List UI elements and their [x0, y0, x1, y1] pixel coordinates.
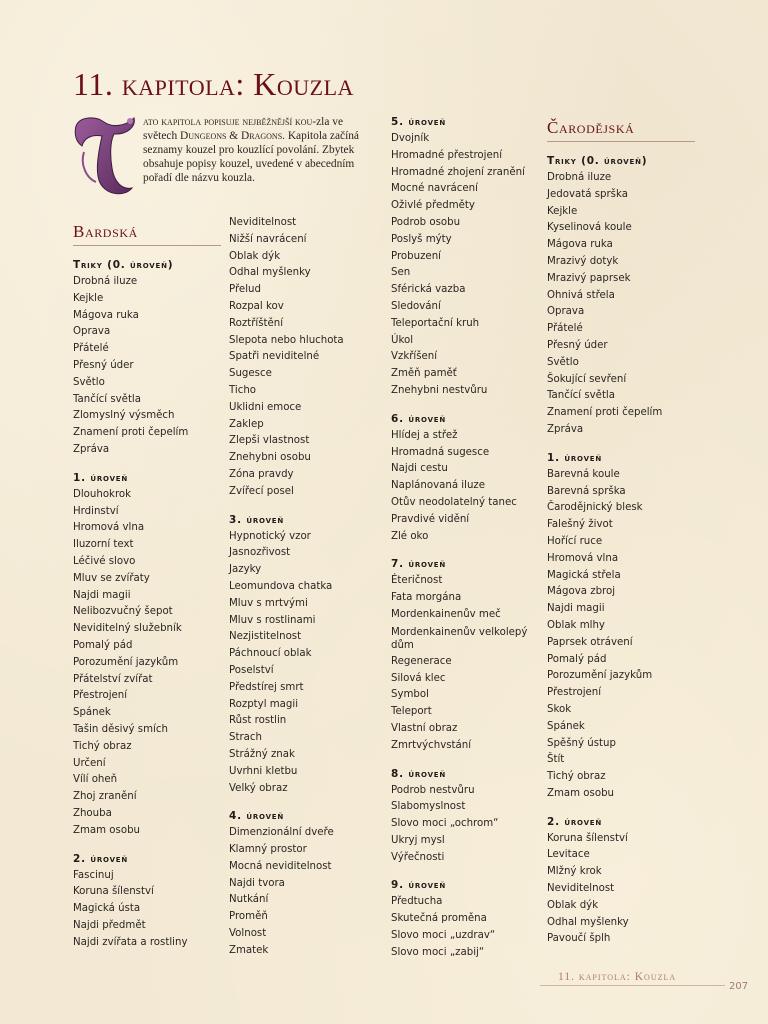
spell-list-item: Mocné navrácení: [391, 183, 478, 195]
bard-heading: Bardská: [73, 222, 221, 246]
spell-list-item: Přátelé: [547, 323, 583, 335]
spell-list-item: Jasnozřivost: [229, 547, 291, 559]
spell-list-item: Nutkání: [229, 894, 269, 906]
spell-list-item: Pomalý pád: [73, 639, 133, 651]
spell-list-item: Ohnivá střela: [547, 289, 615, 301]
spell-level-heading: 2. úroveň: [547, 815, 603, 828]
spell-list-item: Roztříštění: [229, 317, 284, 329]
spell-list-item: Probuzení: [391, 250, 441, 262]
spell-list-item: Pavoučí šplh: [547, 933, 611, 945]
spell-list-item: Vílí oheň: [73, 774, 118, 786]
spell-list-item: Neviditelnost: [229, 217, 297, 228]
spell-list-item: Iluzorní text: [73, 539, 134, 551]
spell-list-item: Kejkle: [547, 205, 578, 217]
spell-list-item: Kyselinová koule: [547, 222, 632, 234]
spell-list-item: Zlé oko: [391, 530, 429, 542]
spell-list-item: Tašin děsivý smích: [73, 723, 168, 735]
spell-list-item: Zmrtvýchvstání: [391, 739, 472, 751]
spell-list-item: Slovo moci „uzdrav“: [391, 930, 496, 942]
spell-list-item: Strach: [229, 732, 262, 744]
spell-list-item: Přestrojení: [73, 690, 128, 702]
spell-list-item: Dvojník: [391, 133, 430, 144]
spell-list-item: Neviditelnost: [547, 883, 615, 895]
spell-list-item: Páchnoucí oblak: [229, 648, 312, 660]
spell-list-item: Jazyky: [229, 564, 262, 576]
spell-list-item: Koruna šílenství: [547, 832, 628, 844]
spell-list-item: Skok: [547, 703, 572, 715]
spell-list-item: Mordenkainenův meč: [391, 608, 501, 620]
spell-level-heading: 3. úroveň: [229, 513, 285, 526]
spell-list-item: Zpráva: [73, 443, 110, 455]
spell-list-item: Mágova zbroj: [547, 586, 616, 598]
spell-list-item: Výřečnosti: [391, 851, 445, 863]
spell-list-item: Spánek: [547, 720, 585, 732]
spell-level-heading: 9. úroveň: [391, 879, 447, 892]
spell-list-item: Odhal myšlenky: [229, 267, 311, 279]
spell-list-item: Fascinuj: [73, 869, 114, 881]
spell-level-heading: Triky (0. úroveň): [73, 259, 174, 271]
spell-list-item: Mágova ruka: [547, 239, 613, 251]
spell-list-item: Hromová vlna: [73, 522, 145, 534]
spell-list-item: Barevná koule: [547, 468, 620, 480]
spell-list-item: Zóna pravdy: [229, 468, 294, 480]
spell-list-item: Šokující sevření: [547, 373, 627, 385]
spell-list-item: Světlo: [547, 356, 579, 368]
spell-list-item: Mlžný krok: [547, 866, 602, 878]
drop-cap-t-icon: [70, 112, 140, 198]
spell-level-heading: 5. úroveň: [391, 116, 447, 128]
spell-list-item: Znehybni nestvůru: [391, 384, 488, 396]
spell-list-item: Vlastní obraz: [391, 722, 458, 734]
spell-list-item: Otův neodolatelný tanec: [391, 496, 517, 508]
spell-list-item: Oživlé předměty: [391, 200, 475, 212]
spell-list-item: Spatři neviditelné: [229, 351, 320, 363]
intro-paragraph: [143, 115, 375, 185]
spell-list-item: Skutečná proměna: [391, 913, 487, 925]
spell-list-item: Mocná neviditelnost: [229, 860, 332, 872]
spell-list-item: Koruna šílenství: [73, 886, 154, 898]
spell-list-item: Změň paměť: [391, 368, 457, 380]
spell-list-item: Porozumění jazykům: [73, 656, 179, 668]
spell-list-item: Slovo moci „ochrom“: [391, 818, 499, 830]
spell-level-heading: Triky (0. úroveň): [547, 155, 648, 167]
spell-list-item: Pravdivé vidění: [391, 513, 470, 525]
spell-list-item: Podrob osobu: [391, 216, 461, 228]
spell-level-heading: 4. úroveň: [229, 810, 285, 823]
spell-list-item: Poselství: [229, 664, 274, 676]
spell-list-item: Mágova ruka: [73, 309, 139, 321]
spell-list-item: Hlídej a střež: [391, 429, 458, 441]
spell-list-item: Velký obraz: [229, 782, 288, 794]
sorcerer-column: [547, 118, 695, 948]
spell-list-item: Hořící ruce: [547, 535, 603, 547]
spell-list-item: Oprava: [547, 306, 585, 318]
spell-list-item: Dlouhokrok: [73, 488, 132, 500]
spell-list-item: Růst rostlin: [229, 715, 287, 727]
spell-list-item: Zhouba: [73, 807, 112, 819]
spell-list-item: Mluv s rostlinami: [229, 614, 316, 626]
spell-list-item: Rozpal kov: [229, 300, 284, 312]
spell-list-item: Leomundova chatka: [229, 580, 333, 592]
spell-list-item: Rozptyl magii: [229, 698, 299, 710]
spell-list-item: Teleportační kruh: [391, 317, 480, 329]
spell-list-item: Najdi tvora: [229, 877, 285, 889]
spell-list-item: Hromadná sugesce: [391, 446, 490, 458]
spell-list-item: Falešný život: [547, 519, 613, 531]
spell-list-item: Symbol: [391, 689, 429, 701]
spell-list-item: Uvrhni kletbu: [229, 765, 298, 777]
chapter-title: 11. kapitola: Kouzla: [73, 66, 354, 102]
spell-list-item: Slovo moci „zabij“: [391, 946, 485, 958]
spell-list-item: Strážný znak: [229, 748, 295, 760]
spell-level-heading: 2. úroveň: [73, 852, 129, 865]
spell-list-item: Mrazivý paprsek: [547, 272, 631, 284]
spell-list-item: Vzkříšení: [391, 351, 438, 363]
footer-divider: [540, 985, 725, 986]
spell-list-item: Dimenzionální dveře: [229, 827, 334, 839]
intro-text-rest: . Kapitola začíná seznamy kouzel pro kouzlící povolání. Zbytek obsahuje popisy kouzel, uvedené v abecedním pořadí dle názvu kouzla.: [143, 130, 359, 184]
spell-list-item: Zlomyslný výsměch: [73, 410, 175, 422]
spell-list-item: Světlo: [73, 376, 105, 388]
spell-list-item: Neviditelný služebník: [73, 623, 182, 635]
spell-list-item: Najdi magii: [73, 589, 131, 601]
spell-list-item: Hromová vlna: [547, 552, 619, 564]
spell-list-item: Tančící světla: [73, 393, 142, 405]
spell-list-item: Sugesce: [229, 368, 272, 380]
spell-list-item: Najdi magii: [547, 603, 605, 615]
spell-list-item: Přesný úder: [73, 359, 134, 371]
spell-list-item: Slepota nebo hluchota: [229, 334, 344, 346]
spell-list-item: Léčivé slovo: [73, 555, 136, 567]
spell-list-item: Mluv s mrtvými: [229, 597, 308, 609]
spell-level-heading: 6. úroveň: [391, 412, 447, 425]
spell-list-item: Tichý obraz: [73, 740, 132, 752]
spell-list-item: Pomalý pád: [547, 653, 607, 665]
spell-list-item: Klamný prostor: [229, 844, 307, 856]
spell-list-item: Zmam osobu: [73, 824, 141, 836]
bard-column-2: [229, 215, 379, 960]
spell-list-item: Magická střela: [547, 569, 621, 581]
intro-text: zla ve světech: [143, 116, 343, 142]
spell-list-item: Úkol: [391, 334, 414, 346]
spell-list-item: Mrazivý dotyk: [547, 255, 619, 267]
spell-list-item: Mluv se zvířaty: [73, 572, 150, 584]
bard-column-3: [391, 113, 543, 962]
spell-list-item: Zmam osobu: [547, 787, 615, 799]
spell-list-item: Drobná iluze: [73, 276, 138, 287]
spell-list-item: Ticho: [229, 384, 257, 396]
spell-list-item: Přesný úder: [547, 339, 608, 351]
spell-list-item: Oprava: [73, 326, 111, 338]
spell-list-item: Porozumění jazykům: [547, 670, 653, 682]
spell-list-item: Kejkle: [73, 292, 104, 304]
spell-list-item: Nižší navrácení: [229, 233, 307, 245]
spell-list-item: Najdi předmět: [73, 919, 146, 931]
running-title: 11. kapitola: Kouzla: [558, 971, 677, 983]
spell-list-item: Znamení proti čepelím: [547, 407, 663, 419]
spell-list-item: Najdi zvířata a rostliny: [73, 936, 188, 948]
spell-level-heading: 1. úroveň: [73, 471, 129, 484]
spell-list-item: Hromadné přestrojení: [391, 149, 503, 161]
spell-list-item: Podrob nestvůru: [391, 784, 475, 796]
spell-list-item: Silová klec: [391, 672, 446, 684]
spell-list-item: Hrdinství: [73, 505, 119, 517]
spell-list-item: Zvířecí posel: [229, 485, 294, 497]
spell-list-item: Zpráva: [547, 423, 584, 435]
spell-list-item: Proměň: [229, 911, 268, 923]
spell-list-item: Nezjistitelnost: [229, 631, 302, 643]
spell-list-item: Přátelství zvířat: [73, 673, 153, 685]
spell-list-item: Sen: [391, 267, 411, 279]
spell-list-item: Určení: [73, 757, 106, 769]
spell-list-item: Spánek: [73, 707, 111, 719]
spell-list-item: Znamení proti čepelím: [73, 427, 189, 439]
spell-list-item: Nelibozvučný šepot: [73, 606, 173, 618]
spell-list-item: Čarodějnický blesk: [547, 502, 643, 514]
spell-list-item: Štít: [547, 754, 565, 766]
spell-list-item: Volnost: [229, 928, 267, 940]
spell-list-item: Přestrojení: [547, 687, 602, 699]
intro-smallcaps: ato kapitola popisuje nejběžnější kou-: [143, 116, 317, 128]
spell-list-item: Oblak dýk: [547, 899, 599, 911]
spell-list-item: Oblak mlhy: [547, 619, 605, 631]
sorcerer-heading: Čarodějská: [547, 118, 695, 142]
spell-list-item: Sférická vazba: [391, 284, 466, 296]
page-number: 207: [729, 981, 749, 992]
spell-list-item: Předtucha: [391, 896, 443, 908]
spell-list-item: Paprsek otrávení: [547, 636, 633, 648]
spell-list-item: Odhal myšlenky: [547, 916, 629, 928]
spell-list-item: Regenerace: [391, 655, 452, 667]
spell-list-item: Znehybni osobu: [229, 452, 311, 464]
spell-list-item: Uklidni emoce: [229, 401, 302, 413]
spell-list-item: Levitace: [547, 849, 590, 861]
spell-level-heading: 1. úroveň: [547, 451, 603, 464]
spell-list-item: Oblak dýk: [229, 250, 281, 262]
spell-list-item: Slabomyslnost: [391, 801, 466, 813]
spell-list-item: Fata morgána: [391, 592, 462, 604]
spell-list-item: Sledování: [391, 300, 441, 312]
spell-list-item: Naplánovaná iluze: [391, 480, 486, 492]
spell-list-item: Najdi cestu: [391, 463, 448, 475]
spell-list-item: Magická ústa: [73, 903, 141, 915]
spell-list-item: Hypnotický vzor: [229, 530, 311, 542]
spell-list-item: Spěšný ústup: [547, 737, 616, 749]
spell-level-heading: 7. úroveň: [391, 558, 447, 571]
spell-list-item: Zhoj zranění: [73, 791, 137, 803]
spell-list-item: Zaklep: [229, 418, 264, 430]
spell-list-item: Éteričnost: [391, 575, 443, 587]
spell-list-item: Předstírej smrt: [229, 681, 304, 693]
spell-list-item: Hromadné zhojení zranění: [391, 166, 525, 178]
spell-list-item: Zmatek: [229, 944, 269, 956]
spell-list-item: Poslyš mýty: [391, 233, 452, 245]
spell-list-item: Jedovatá sprška: [547, 188, 628, 200]
spell-list-item: Tichý obraz: [547, 771, 606, 783]
spell-list-item: Teleport: [391, 706, 432, 718]
spell-list-item: Zlepši vlastnost: [229, 435, 310, 447]
spell-list-item: Ukryj mysl: [391, 834, 445, 846]
spell-level-heading: 8. úroveň: [391, 767, 447, 780]
spell-list-item: Přátelé: [73, 343, 109, 355]
spell-list-item: Drobná iluze: [547, 172, 612, 183]
intro-brand: Dungeons & Dragons: [180, 130, 283, 142]
spell-list-item: Tančící světla: [547, 390, 616, 402]
spell-list-item: Mordenkainenův velkolepý dům: [391, 626, 528, 651]
spell-list-item: Přelud: [229, 284, 261, 296]
bard-column-1: [73, 222, 221, 951]
spell-list-item: Barevná sprška: [547, 485, 626, 497]
